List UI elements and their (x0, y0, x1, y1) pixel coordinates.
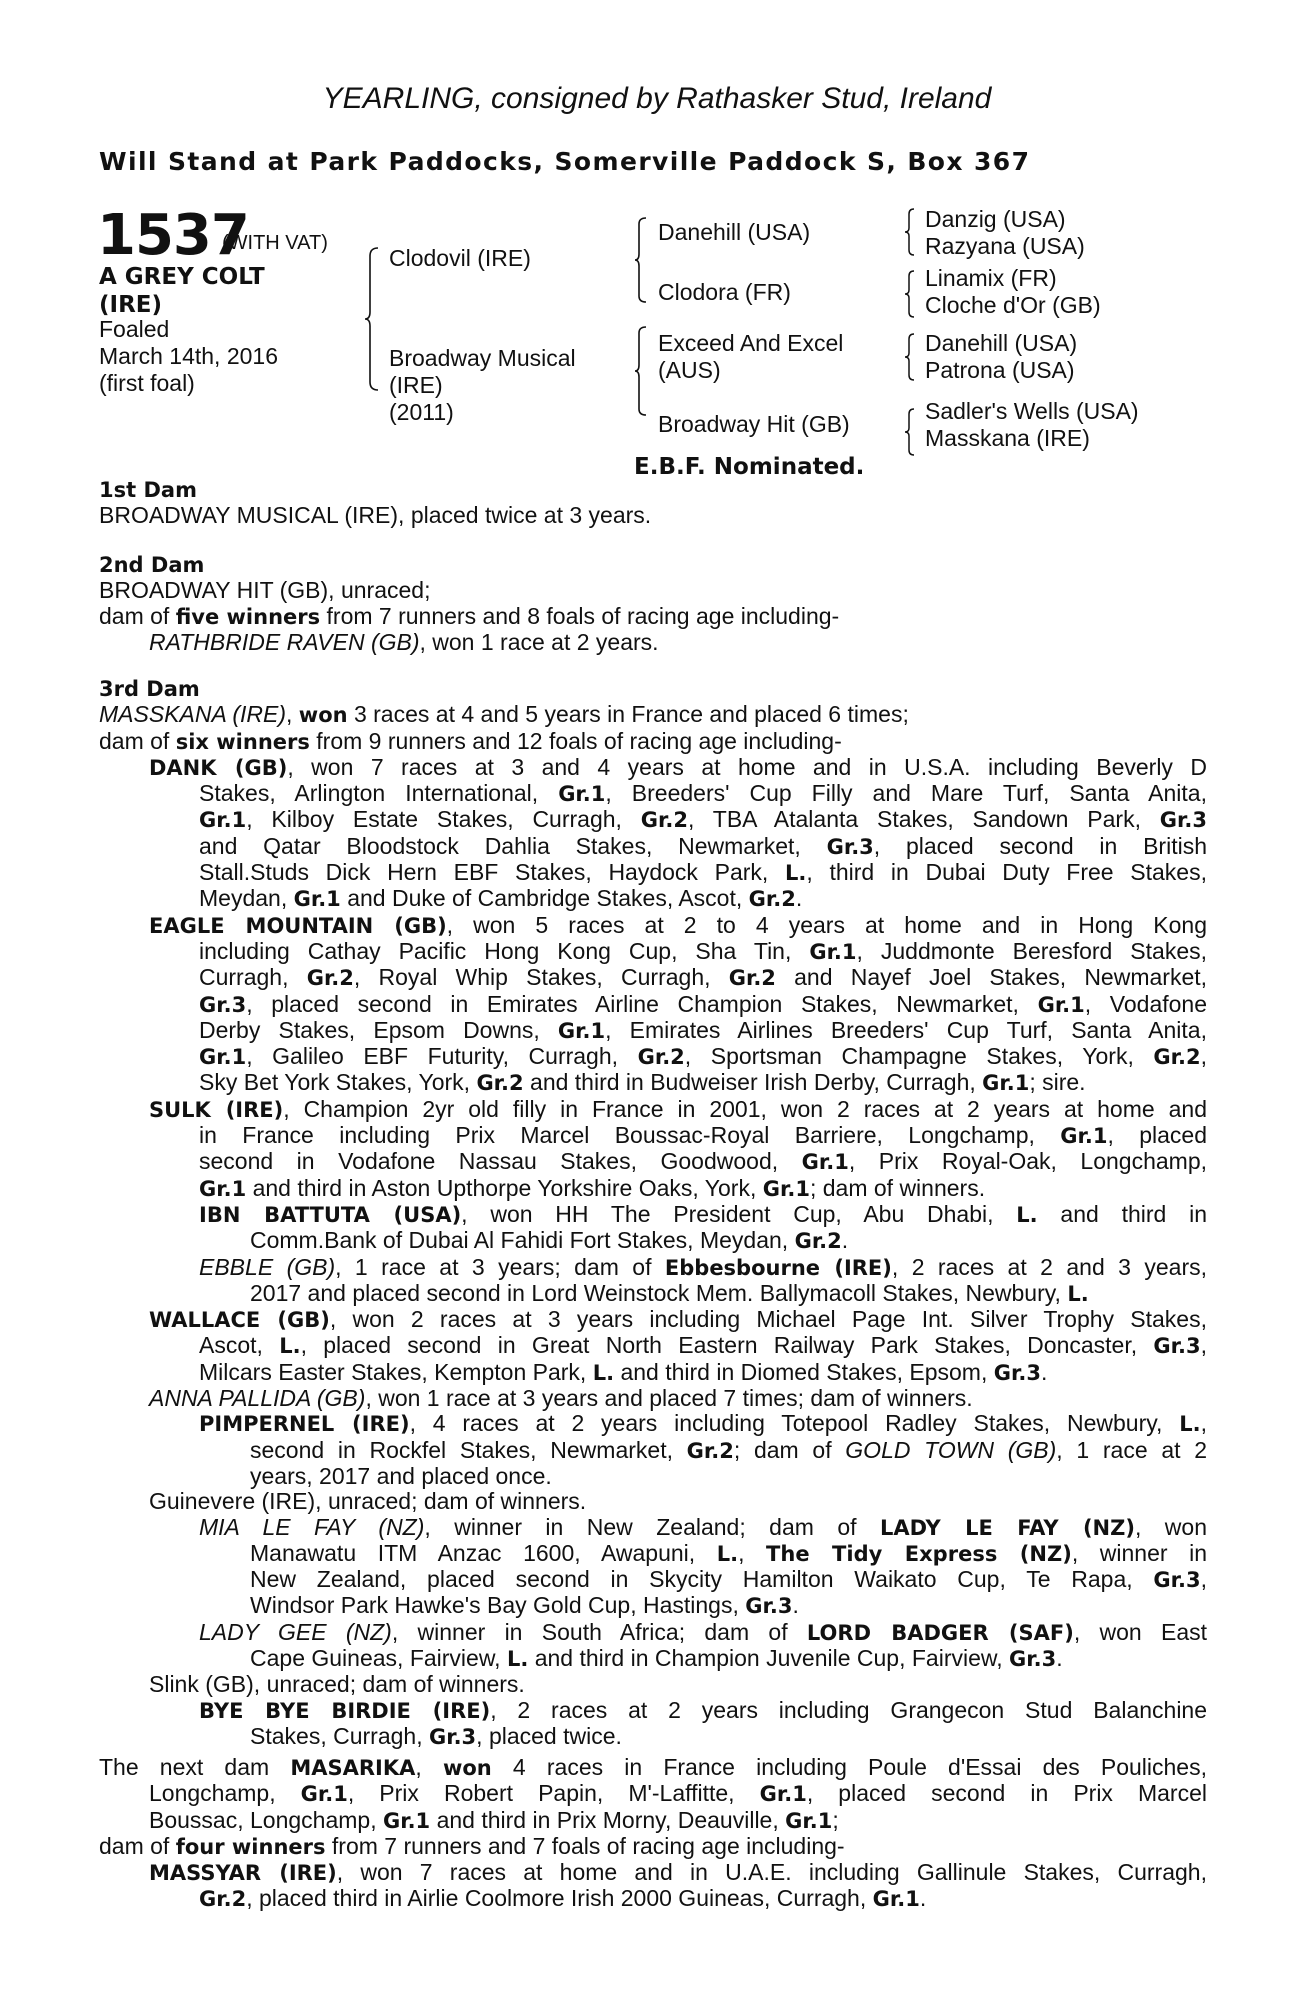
produce-record: Gr.1 and third in Aston Upthorpe Yorkshire Oaks, York, Gr.1; dam of winners. (199, 1174, 986, 1201)
pedigree-brace-gen3 (904, 332, 916, 382)
pedigree-brace-dam (634, 325, 648, 417)
produce-record: Sky Bet York Stakes, York, Gr.2 and third in Budweiser Irish Derby, Curragh, Gr.1; sire. (199, 1069, 1086, 1096)
produce-record: ANNA PALLIDA (GB), won 1 race at 3 years and placed 7 times; dam of winners. (149, 1385, 973, 1412)
produce-record: SULK (IRE), Champion 2yr old filly in France in 2001, won 2 races at 2 years at home and (149, 1095, 1207, 1122)
pedigree-dam-line: Broadway Musical (389, 345, 576, 371)
dam-text: BROADWAY MUSICAL (IRE), placed twice at 3 years. (99, 502, 652, 529)
dam-text: The next dam MASARIKA, won 4 races in France including Poule d'Essai des Pouliches, (99, 1754, 1207, 1780)
dam-text: dam of six winners from 9 runners and 12 foals of racing age including- (99, 727, 842, 754)
produce-record: MIA LE FAY (NZ), winner in New Zealand; dam of LADY LE FAY (NZ), won (199, 1513, 1207, 1540)
produce-record: BYE BYE BIRDIE (IRE), 2 races at 2 years including Grangecon Stud Balanchine (199, 1696, 1208, 1723)
pedigree-gen3-name: Patrona (USA) (925, 357, 1075, 383)
foaled-line: Foaled (99, 316, 170, 342)
pedigree-gen3-name: Danzig (USA) (925, 206, 1066, 232)
produce-record: Guinevere (IRE), unraced; dam of winners. (149, 1488, 587, 1515)
dam-text: dam of four winners from 7 runners and 7 foals of racing age including- (99, 1832, 845, 1859)
pedigree-dam-sire (658, 330, 843, 384)
third-dam-section (99, 677, 1207, 1750)
produce-record: second in Vodafone Nassau Stakes, Goodwood, Gr.1, Prix Royal-Oak, Longchamp, (199, 1148, 1208, 1175)
produce-record: Gr.2, placed third in Airlie Coolmore Irish 2000 Guineas, Curragh, Gr.1. (199, 1885, 927, 1912)
foaled-line: March 14th, 2016 (99, 343, 279, 369)
pedigree-dam (389, 345, 576, 426)
produce-record: including Cathay Pacific Hong Kong Cup, Sha Tin, Gr.1, Juddmonte Beresford Stakes, (199, 937, 1208, 964)
produce-record: Gr.3, placed second in Emirates Airline Champion Stakes, Newmarket, Gr.1, Vodafone (199, 990, 1207, 1017)
pedigree-line: Exceed And Excel (658, 330, 844, 356)
section-heading: 3rd Dam (99, 677, 200, 701)
stand-location: Will Stand at Park Paddocks, Somerville Paddock S, Box 367 (99, 147, 1031, 176)
dam-text: Boussac, Longchamp, Gr.1 and third in Prix Morny, Deauville, Gr.1; (149, 1806, 839, 1833)
produce-record: Slink (GB), unraced; dam of winners. (149, 1671, 525, 1698)
produce-record: Stakes, Curragh, Gr.3, placed twice. (250, 1722, 622, 1749)
horse-line: (IRE) (99, 292, 163, 318)
produce-record: New Zealand, placed second in Skycity Hamilton Waikato Cup, Te Rapa, Gr.3, (250, 1566, 1207, 1593)
ebf-nomination: E.B.F. Nominated. (634, 454, 865, 480)
produce-record: IBN BATTUTA (USA), won HH The President Cup, Abu Dhabi, L. and third in (199, 1200, 1207, 1227)
dam-text: BROADWAY HIT (GB), unraced; (99, 577, 431, 604)
produce-record: second in Rockfel Stakes, Newmarket, Gr.2; dam of GOLD TOWN (GB), 1 race at 2 (250, 1436, 1207, 1463)
pedigree-brace-sire (634, 216, 648, 304)
produce-record: RATHBRIDE RAVEN (GB), won 1 race at 2 years. (149, 628, 659, 655)
pedigree-brace-main (364, 246, 380, 392)
pedigree-line: (AUS) (658, 357, 721, 383)
produce-record: MASSYAR (IRE), won 7 races at home and in U.A.E. including Gallinule Stakes, Curragh, (149, 1859, 1207, 1886)
dam-text: dam of five winners from 7 runners and 8 foals of racing age including- (99, 602, 840, 629)
pedigree-brace-gen3 (904, 407, 916, 457)
pedigree-brace-gen3 (904, 269, 916, 319)
produce-record: and Qatar Bloodstock Dahlia Stakes, Newmarket, Gr.3, placed second in British (199, 832, 1207, 859)
produce-record: LADY GEE (NZ), winner in South Africa; dam of LORD BADGER (SAF), won East (199, 1618, 1208, 1645)
first-dam-section (99, 478, 1207, 529)
pedigree-gen3-name: Razyana (USA) (925, 233, 1085, 259)
pedigree-gen3-name: Cloche d'Or (GB) (925, 292, 1101, 318)
pedigree-brace-gen3 (904, 207, 916, 257)
produce-record: Milcars Easter Stakes, Kempton Park, L. and third in Diomed Stakes, Epsom, Gr.3. (199, 1358, 1048, 1385)
produce-record: Gr.1, Kilboy Estate Stakes, Curragh, Gr.2, TBA Atalanta Stakes, Sandown Park, Gr.3 (199, 806, 1207, 833)
produce-record: Curragh, Gr.2, Royal Whip Stakes, Curragh, Gr.2 and Nayef Joel Stakes, Newmarket, (199, 964, 1208, 991)
consignment-line: YEARLING, consigned by Rathasker Stud, Ireland (322, 82, 992, 115)
produce-record: years, 2017 and placed once. (250, 1462, 552, 1489)
produce-record: Meydan, Gr.1 and Duke of Cambridge Stakes, Ascot, Gr.2. (199, 885, 803, 912)
produce-record: Cape Guineas, Fairview, L. and third in Champion Juvenile Cup, Fairview, Gr.3. (250, 1644, 1063, 1671)
pedigree-dam-line: (2011) (389, 399, 454, 425)
produce-record: Stall.Studs Dick Hern EBF Stakes, Haydock Park, L., third in Dubai Duty Free Stakes, (199, 859, 1207, 886)
pedigree-gen3-group (925, 330, 1077, 384)
produce-record: EAGLE MOUNTAIN (GB), won 5 races at 2 to 4 years at home and in Hong Kong (149, 911, 1207, 938)
foaling-details (99, 316, 278, 397)
pedigree-gen3-name: Danehill (USA) (925, 330, 1078, 356)
vat-note: (WITH VAT) (222, 232, 328, 254)
produce-record: Comm.Bank of Dubai Al Fahidi Fort Stakes, Meydan, Gr.2. (250, 1227, 849, 1254)
section-heading: 1st Dam (99, 478, 197, 502)
pedigree-gen3-group (925, 398, 1139, 452)
foaled-line: (first foal) (99, 370, 195, 396)
pedigree-gen3-name: Masskana (IRE) (925, 425, 1090, 451)
produce-record: Windsor Park Hawke's Bay Gold Cup, Hastings, Gr.3. (250, 1592, 799, 1619)
produce-record: Manawatu ITM Anzac 1600, Awapuni, L., The Tidy Express (NZ), winner in (250, 1539, 1208, 1566)
pedigree-sire-dam: Clodora (FR) (658, 279, 791, 305)
dam-text: Longchamp, Gr.1, Prix Robert Papin, M'-Laffitte, Gr.1, placed second in Prix Marcel (149, 1780, 1207, 1807)
pedigree-dam-line: (IRE) (389, 372, 443, 398)
produce-record: PIMPERNEL (IRE), 4 races at 2 years including Totepool Radley Stakes, Newbury, L., (199, 1410, 1207, 1437)
produce-record: DANK (GB), won 7 races at 3 and 4 years at home and in U.S.A. including Beverly D (149, 753, 1207, 780)
produce-record: Gr.1, Galileo EBF Futurity, Curragh, Gr.2, Sportsman Champagne Stakes, York, Gr.2, (199, 1043, 1207, 1070)
pedigree-gen3-name: Linamix (FR) (925, 265, 1057, 291)
horse-description (99, 263, 265, 319)
next-dam-section (99, 1755, 1207, 1913)
pedigree-gen3-group (925, 206, 1085, 260)
produce-record: Derby Stakes, Epsom Downs, Gr.1, Emirates Airlines Breeders' Cup Turf, Santa Anita, (199, 1016, 1207, 1043)
section-heading: 2nd Dam (99, 553, 205, 577)
lot-number: 1537 (97, 203, 249, 268)
pedigree-gen3-name: Sadler's Wells (USA) (925, 398, 1139, 424)
produce-record: WALLACE (GB), won 2 races at 3 years including Michael Page Int. Silver Trophy Stakes, (149, 1306, 1207, 1333)
produce-record: in France including Prix Marcel Boussac-Royal Barriere, Longchamp, Gr.1, placed (199, 1122, 1207, 1149)
pedigree-gen3-group (925, 265, 1101, 319)
pedigree-sire: Clodovil (IRE) (389, 245, 531, 271)
pedigree-dam-dam: Broadway Hit (GB) (658, 411, 850, 437)
produce-record: Stakes, Arlington International, Gr.1, Breeders' Cup Filly and Mare Turf, Santa Anita, (199, 780, 1207, 807)
second-dam-section (99, 553, 1207, 655)
horse-line: A GREY COLT (99, 264, 265, 290)
produce-record: 2017 and placed second in Lord Weinstock Mem. Ballymacoll Stakes, Newbury, L. (250, 1279, 1089, 1306)
pedigree-sire-sire: Danehill (USA) (658, 219, 811, 245)
dam-text: MASSKANA (IRE), won 3 races at 4 and 5 years in France and placed 6 times; (99, 701, 909, 728)
produce-record: Ascot, L., placed second in Great North Eastern Railway Park Stakes, Doncaster, Gr.3, (199, 1332, 1207, 1359)
produce-record: EBBLE (GB), 1 race at 3 years; dam of Ebbesbourne (IRE), 2 races at 2 and 3 years, (199, 1253, 1207, 1280)
